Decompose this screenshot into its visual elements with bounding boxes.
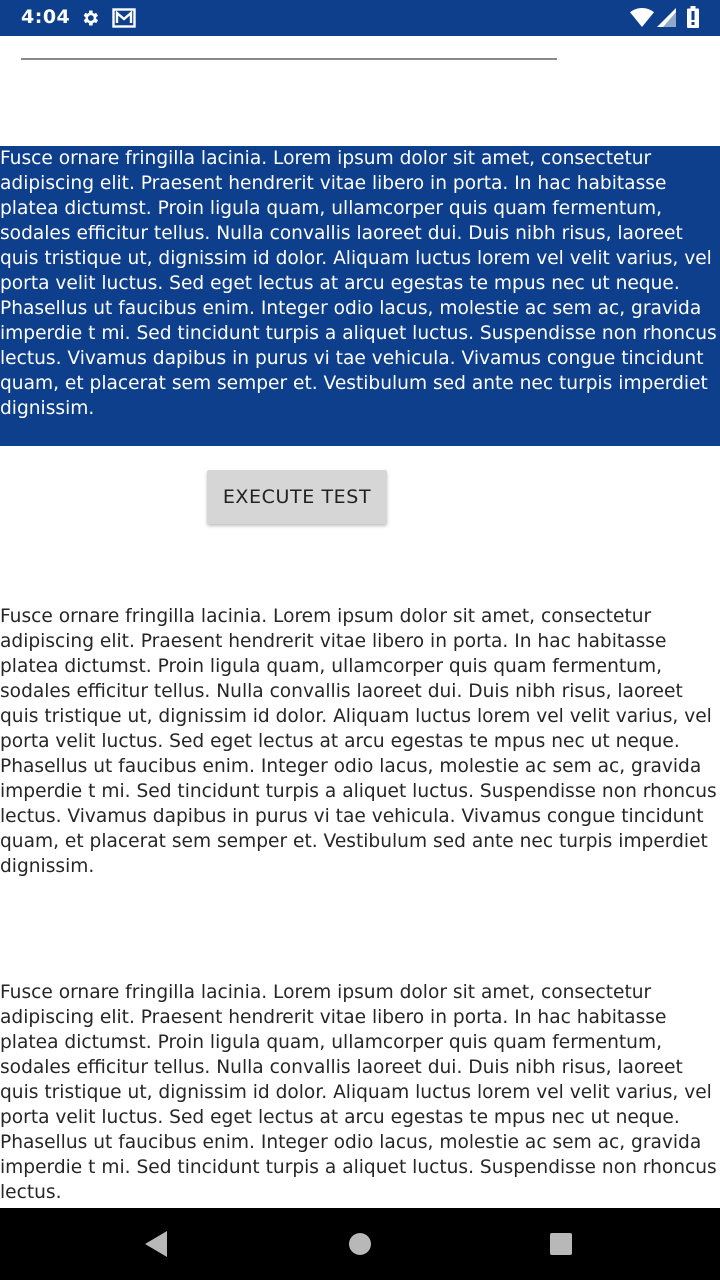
paragraph-2: Fusce ornare fringilla lacinia. Lorem ipsum dolor sit amet, consectetur adipiscing elit. Praesent hendrerit vitae libero in porta. In hac habitasse platea dictumst. Proin ligula quam, ullamcorper quis quam fermentum, sodales efficitur tellus. Nulla convallis laoreet dui. Duis nibh risus, laoreet quis tristique ut, dignissim id dolor. Aliquam luctus lorem vel velit varius, vel porta velit luctus. Sed eget lectus at arcu egestas te mpus nec ut neque. Phasellus ut faucibus enim. Integer odio lacus, molestie ac sem ac, gravida imperdie t mi. Sed tincidunt turpis a aliquet luctus. Suspendisse non rhoncus lectus. Vivamus dapibus in purus vi tae vehicula. Vivamus congue tincidunt quam, et placerat sem semper et. Vestibulum sed ante nec turpis imperdiet dignissim. xyxy=(0,606,717,877)
navigation-bar xyxy=(0,1208,720,1280)
text-input[interactable] xyxy=(21,58,557,60)
home-icon[interactable] xyxy=(348,1232,372,1256)
back-icon[interactable] xyxy=(145,1231,169,1257)
wifi-icon xyxy=(630,8,654,27)
paragraph-3: Fusce ornare fringilla lacinia. Lorem ipsum dolor sit amet, consectetur adipiscing elit. Praesent hendrerit vitae libero in porta. In hac habitasse platea dictumst. Proin ligula quam, ullamcorper quis quam fermentum, sodales efficitur tellus. Nulla convallis laoreet dui. Duis nibh risus, laoreet quis tristique ut, dignissim id dolor. Aliquam luctus lorem vel velit varius, vel porta velit luctus. Sed eget lectus at arcu egestas te mpus nec ut neque. Phasellus ut faucibus enim. Integer odio lacus, molestie ac sem ac, gravida imperdie t mi. Sed tincidunt turpis a aliquet luctus. Suspendisse non rhoncus lectus. xyxy=(0,982,717,1203)
status-bar xyxy=(0,0,720,36)
execute-test-button[interactable]: EXECUTE TEST xyxy=(207,470,387,524)
battery-icon xyxy=(687,6,699,28)
status-time: 4:04 xyxy=(21,6,71,28)
signal-icon xyxy=(657,8,676,27)
recents-icon[interactable] xyxy=(550,1233,572,1255)
gear-icon xyxy=(80,8,100,28)
highlighted-paragraph: Fusce ornare fringilla lacinia. Lorem ipsum dolor sit amet, consectetur adipiscing elit. Praesent hendrerit vitae libero in porta. In hac habitasse platea dictumst. Proin ligula quam, ullamcorper quis quam fermentum, sodales efficitur tellus. Nulla convallis laoreet dui. Duis nibh risus, laoreet quis tristique ut, dignissim id dolor. Aliquam luctus lorem vel velit varius, vel porta velit luctus. Sed eget lectus at arcu egestas te mpus nec ut neque. Phasellus ut faucibus enim. Integer odio lacus, molestie ac sem ac, gravida imperdie t mi. Sed tincidunt turpis a aliquet luctus. Suspendisse non rhoncus lectus. Vivamus dapibus in purus vi tae vehicula. Vivamus congue tincidunt quam, et placerat sem semper et. Vestibulum sed ante nec turpis imperdiet dignissim. xyxy=(0,146,720,446)
mail-icon xyxy=(112,8,136,28)
